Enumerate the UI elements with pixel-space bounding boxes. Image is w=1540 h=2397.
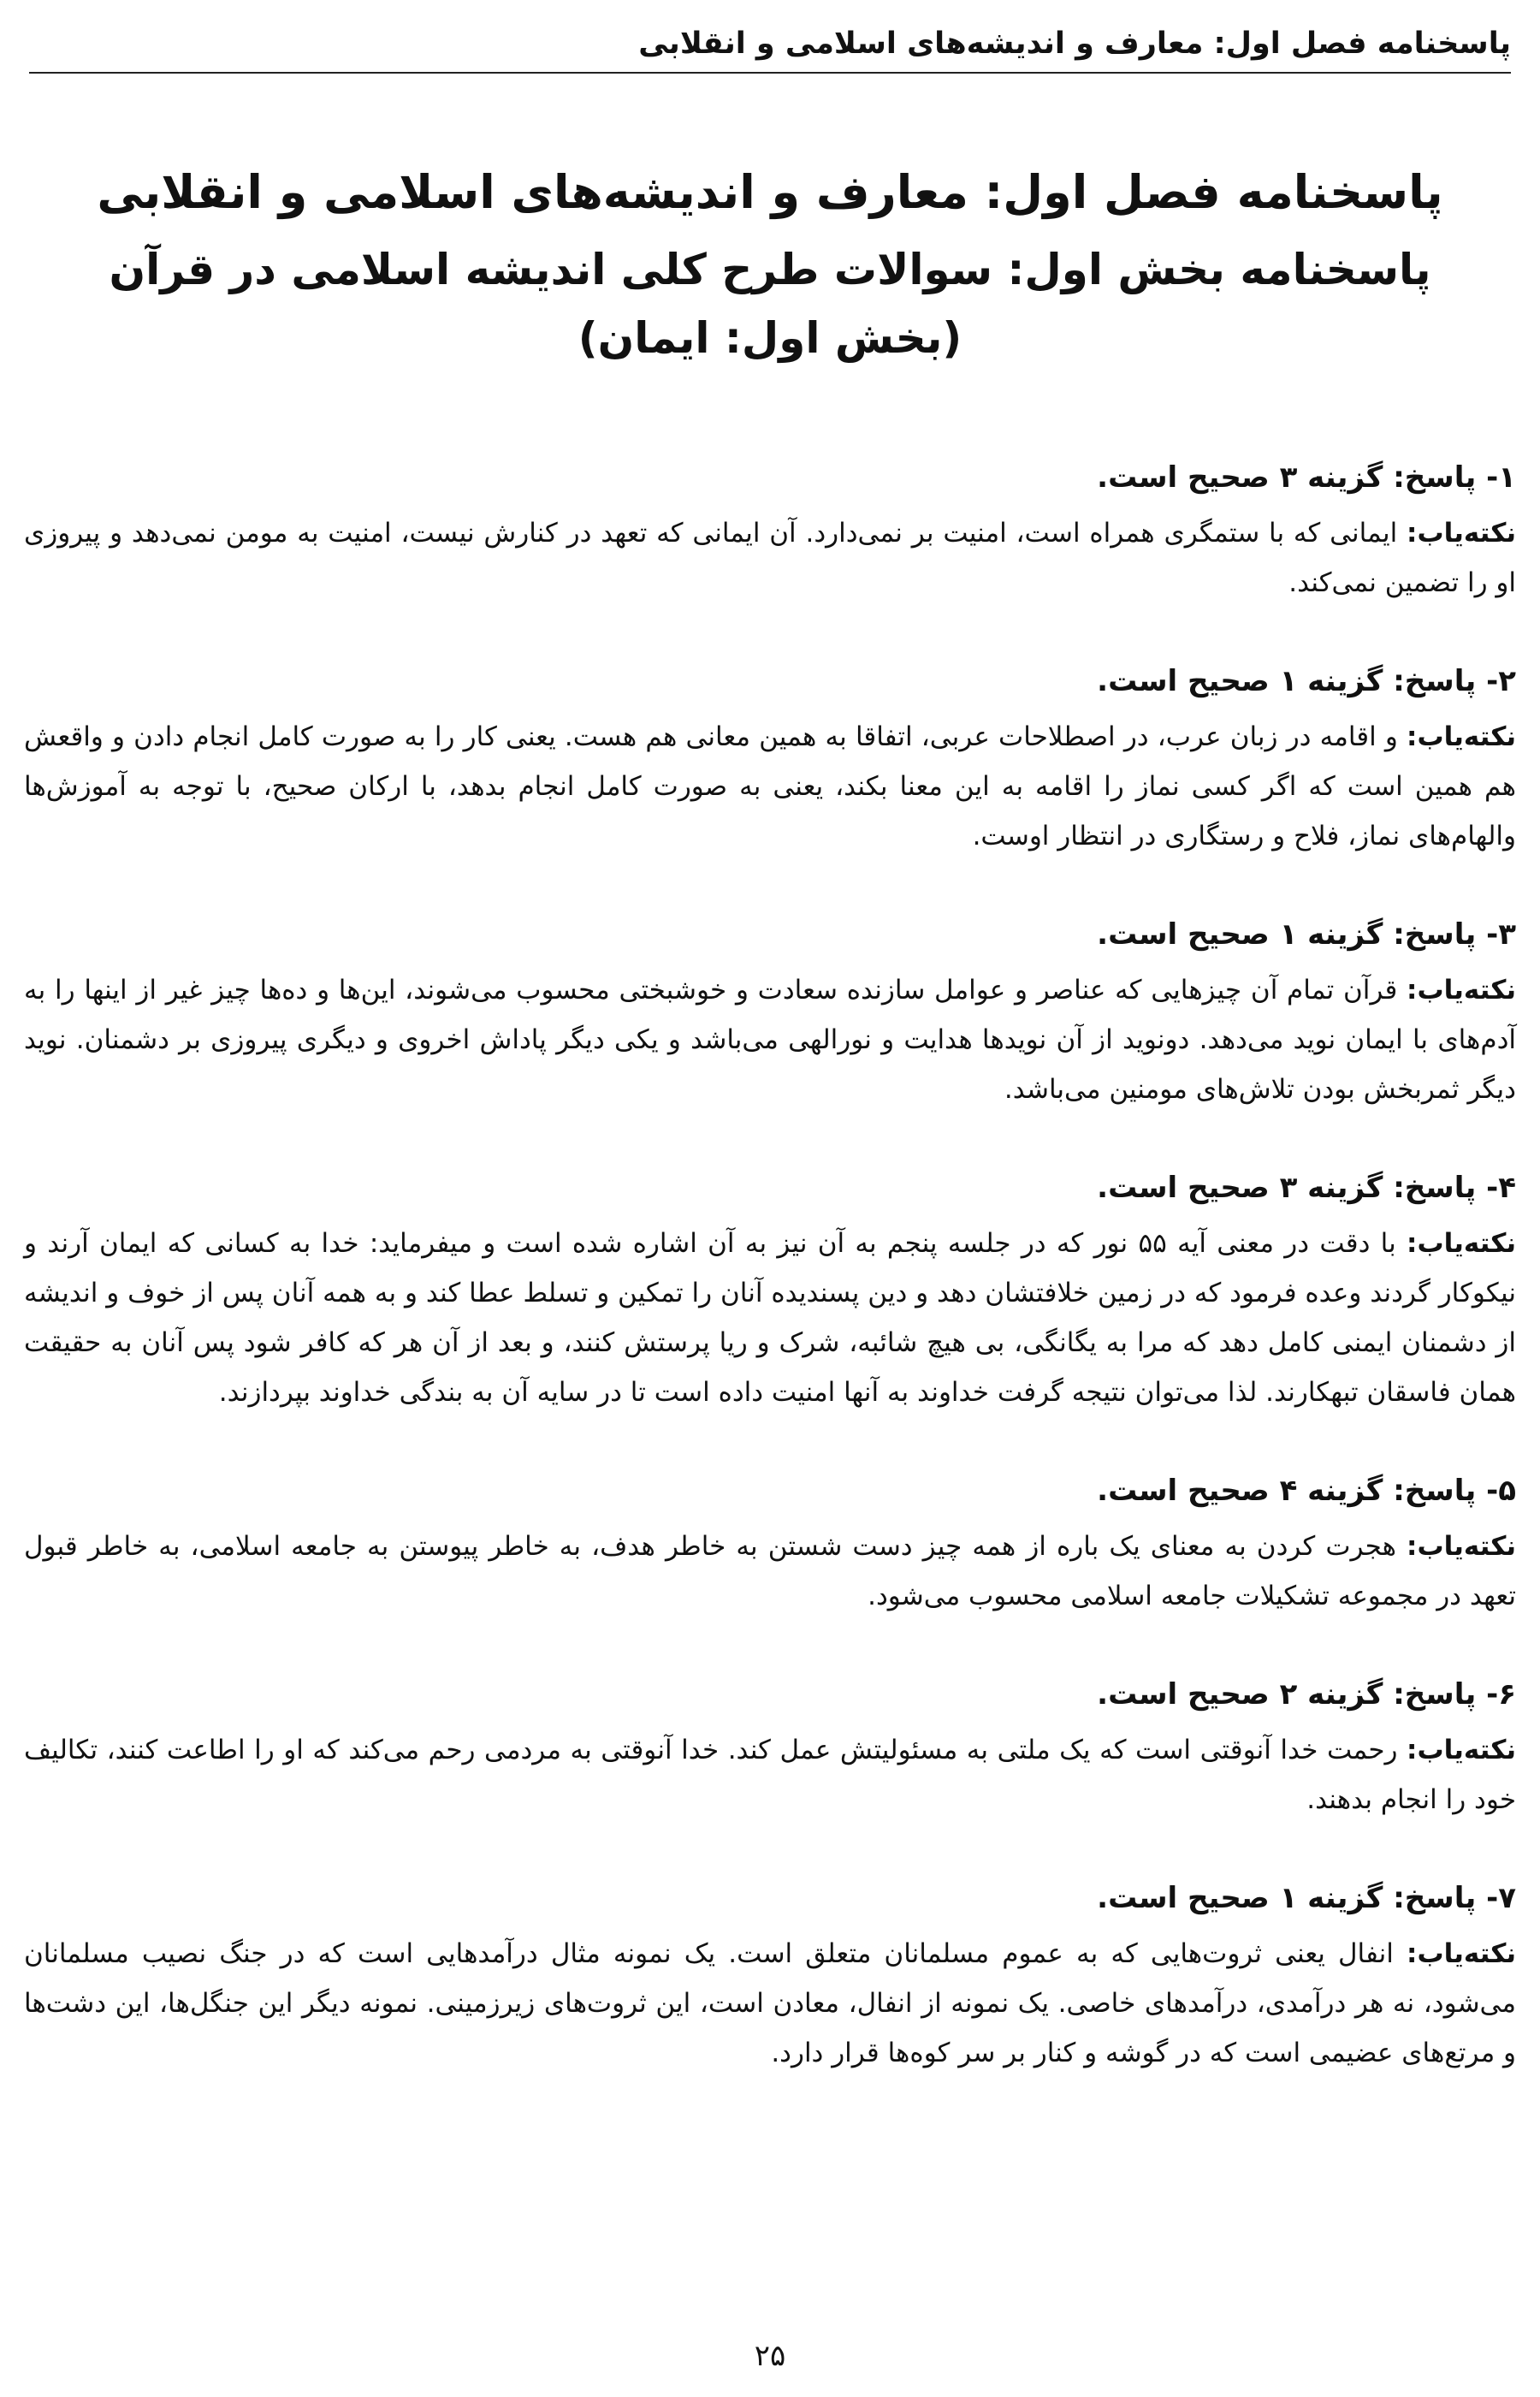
tip-label: نکته‌یاب: bbox=[1407, 1531, 1516, 1562]
answer-item bbox=[24, 1670, 1516, 1824]
answer-heading: ۷- پاسخ: گزینه ۱ صحیح است. bbox=[1097, 1881, 1516, 1915]
answer-body bbox=[24, 965, 1516, 1114]
answer-heading: ۵- پاسخ: گزینه ۴ صحیح است. bbox=[1097, 1474, 1516, 1508]
answer-item bbox=[24, 1874, 1516, 2078]
section-title: پاسخنامه بخش اول: سوالات طرح کلی اندیشه اسلامی در قرآن (بخش اول: ایمان) bbox=[109, 245, 1431, 363]
answer-body bbox=[24, 1522, 1516, 1621]
answer-text: انفال یعنی ثروت‌هایی که به عموم مسلمانان متعلق است. یک نمونه مثال درآمدهایی است که در جنگ نصیب مسلمانان می‌شود، نه هر درآمدی، درآمدهای خاصی. یک نمونه از انفال، معادن است، این ثروت‌های زیرزمینی. نمونه دیگر این جنگل‌ها، این دشت‌ها و مرتع‌های عضیمی است که در گوشه و کنار بر سر کوه‌ها قرار دارد. bbox=[24, 1938, 1516, 2068]
answer-heading: ۶- پاسخ: گزینه ۲ صحیح است. bbox=[1097, 1677, 1516, 1712]
chapter-title: پاسخنامه فصل اول: معارف و اندیشه‌های اسلامی و انقلابی bbox=[97, 165, 1443, 219]
answer-heading: ۴- پاسخ: گزینه ۳ صحیح است. bbox=[1097, 1171, 1516, 1205]
answer-item bbox=[24, 657, 1516, 861]
answer-text: قرآن تمام آن چیزهایی که عناصر و عوامل سازنده سعادت و خوشبختی محسوب می‌شوند، این‌ها و ده‌ها چیز غیر از اینها را به آدم‌های با ایمان نوید می‌دهد. دونوید از آن نویدها هدایت و نورالهی می‌باشد و یکی دیگر پاداش اخروی و دیگری پیروزی بر دشمنان. نوید دیگر ثمربخش بودن تلاش‌های مومنین می‌باشد. bbox=[24, 975, 1516, 1105]
answer-heading: ۳- پاسخ: گزینه ۱ صحیح است. bbox=[1097, 917, 1516, 952]
answer-text: ایمانی که با ستمگری همراه است، امنیت بر نمی‌دارد. آن ایمانی که تعهد در کنارش نیست، امنیت به مومن نمی‌دهد و پیروزی او را تضمین نمی‌کند. bbox=[24, 518, 1516, 598]
running-header bbox=[29, 19, 1511, 74]
page-number: ۲۵ bbox=[754, 2339, 786, 2373]
answer-heading: ۱- پاسخ: گزینه ۳ صحیح است. bbox=[1097, 460, 1516, 495]
answer-text: رحمت خدا آنوقتی است که یک ملتی به مسئولیتش عمل کند. خدا آنوقتی به مردمی رحم می‌کند که او را اطاعت کنند، تکالیف خود را انجام بدهند. bbox=[24, 1735, 1516, 1815]
answer-item bbox=[24, 911, 1516, 1114]
answer-heading: ۲- پاسخ: گزینه ۱ صحیح است. bbox=[1097, 664, 1516, 698]
answer-body bbox=[24, 1929, 1516, 2078]
answer-text: هجرت کردن به معنای یک باره از همه چیز دست شستن به خاطر هدف، به خاطر پیوستن به جامعه اسلامی، به خاطر قبول تعهد در مجموعه تشکیلات جامعه اسلامی محسوب می‌شود. bbox=[24, 1531, 1516, 1611]
answer-item bbox=[24, 454, 1516, 608]
tip-label: نکته‌یاب: bbox=[1407, 1228, 1516, 1259]
answer-body bbox=[24, 1725, 1516, 1824]
answer-body bbox=[24, 508, 1516, 608]
tip-label: نکته‌یاب: bbox=[1407, 1938, 1516, 1969]
answers-list bbox=[24, 454, 1516, 2127]
title-block bbox=[51, 158, 1489, 372]
answer-body bbox=[24, 1219, 1516, 1417]
tip-label: نکته‌یاب: bbox=[1407, 1735, 1516, 1765]
tip-label: نکته‌یاب: bbox=[1407, 518, 1516, 549]
answer-item bbox=[24, 1467, 1516, 1621]
tip-label: نکته‌یاب: bbox=[1407, 975, 1516, 1006]
running-header-title: پاسخنامه فصل اول: معارف و اندیشه‌های اسلامی و انقلابی bbox=[638, 27, 1511, 61]
answer-item bbox=[24, 1164, 1516, 1417]
tip-label: نکته‌یاب: bbox=[1407, 721, 1516, 752]
answer-text: و اقامه در زبان عرب، در اصطلاحات عربی، اتفاقا به همین معانی هم هست. یعنی کار را به صورت کامل انجام دادن و واقعش هم همین است که اگر کسی نماز را اقامه به این معنا بکند، یعنی به صورت کامل انجام بدهد، با ارکان صحیح، با توجه به آموزش‌ها والهام‌های نماز، فلاح و رستگاری در انتظار اوست. bbox=[24, 721, 1516, 851]
answer-body bbox=[24, 712, 1516, 861]
answer-text: با دقت در معنی آیه ۵۵ نور که در جلسه پنجم به آن نیز به آن اشاره شده است و میفرماید: خدا به کسانی که ایمان آرند و نیکوکار گردند وعده فرمود که در زمین خلافتشان دهد و دین پسندیده آنان را تمکین و تسلط عطا کند و به همه آنان پس از خوف و اندیشه از دشمنان ایمنی کامل دهد که مرا به یگانگی، بی هیچ شائبه، شرک و ریا پرستش کنند، و بعد از آن هر که کافر شود پس آنان به حقیقت همان فاسقان تبهکارند. لذا می‌توان نتیجه گرفت خداوند به آنها امنیت داده است تا در سایه آن به بندگی خداوند بپردازند. bbox=[24, 1228, 1516, 1408]
